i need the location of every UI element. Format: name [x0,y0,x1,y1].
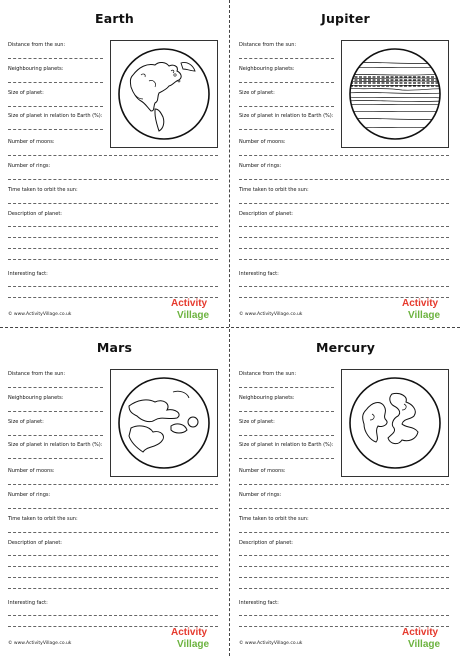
orbit-label: Time taken to orbit the sun: [239,516,309,522]
description-line[interactable] [8,577,218,578]
description-line[interactable] [239,566,449,567]
description-line[interactable] [239,577,449,578]
moons-line[interactable] [8,484,218,485]
description-line[interactable] [8,226,218,227]
mars-illustration [110,369,218,477]
orbit-line[interactable] [239,203,449,204]
moons-line[interactable] [239,155,449,156]
description-line[interactable] [8,566,218,567]
interesting-fact-label: Interesting fact: [239,600,279,606]
description-line[interactable] [8,237,218,238]
description-label: Description of planet: [239,540,293,546]
horizontal-cut-line [0,327,460,328]
website-credit: © www.ActivityVillage.co.uk [239,312,303,317]
activity-village-logo [169,624,213,650]
moons-line[interactable] [8,155,218,156]
rings-line[interactable] [239,508,449,509]
relative-size-line[interactable] [239,458,334,459]
planet-title: Earth [94,11,134,26]
description-line[interactable] [239,588,449,589]
size-label: Size of planet: [239,419,275,425]
relative-size-line[interactable] [239,129,334,130]
neighbours-label: Neighbouring planets: [8,395,64,401]
moons-line[interactable] [239,484,449,485]
svg-text:Activity: Activity [171,298,208,309]
activity-village-logo [400,295,444,321]
interesting-fact-line[interactable] [239,286,449,287]
description-label: Description of planet: [239,211,293,217]
relative-size-label: Size of planet in relation to Earth (%): [8,113,103,119]
description-line[interactable] [239,237,449,238]
description-label: Description of planet: [8,211,62,217]
size-line[interactable] [8,435,103,436]
rings-line[interactable] [239,179,449,180]
rings-line[interactable] [8,179,218,180]
rings-label: Number of rings: [239,163,282,169]
interesting-fact-line[interactable] [8,615,218,616]
orbit-line[interactable] [8,203,218,204]
neighbours-line[interactable] [8,82,103,83]
orbit-label: Time taken to orbit the sun: [8,516,78,522]
orbit-label: Time taken to orbit the sun: [8,187,78,193]
description-line[interactable] [8,259,218,260]
neighbours-line[interactable] [239,82,334,83]
rings-line[interactable] [8,508,218,509]
rings-label: Number of rings: [239,492,282,498]
neighbours-label: Neighbouring planets: [239,395,295,401]
svg-text:Activity: Activity [171,627,208,638]
size-label: Size of planet: [8,90,44,96]
description-line[interactable] [239,259,449,260]
size-line[interactable] [239,435,334,436]
relative-size-line[interactable] [8,129,103,130]
svg-text:Village: Village [408,310,441,321]
planet-card-earth [0,0,229,327]
planet-card-jupiter [231,0,460,327]
description-line[interactable] [239,226,449,227]
description-line[interactable] [8,588,218,589]
distance-label: Distance from the sun: [239,42,297,48]
orbit-line[interactable] [8,532,218,533]
jupiter-illustration [341,40,449,148]
svg-text:Village: Village [408,639,441,650]
orbit-line[interactable] [239,532,449,533]
size-line[interactable] [239,106,334,107]
svg-text:Village: Village [177,310,210,321]
relative-size-label: Size of planet in relation to Earth (%): [8,442,103,448]
planet-title: Mars [96,340,133,355]
interesting-fact-label: Interesting fact: [239,271,279,277]
distance-line[interactable] [239,387,334,388]
relative-size-label: Size of planet in relation to Earth (%): [239,442,334,448]
planet-title: Mercury [315,340,376,355]
distance-label: Distance from the sun: [8,42,66,48]
rings-label: Number of rings: [8,163,51,169]
moons-label: Number of moons: [8,139,55,145]
website-credit: © www.ActivityVillage.co.uk [8,641,72,646]
vertical-cut-line [229,0,230,656]
description-line[interactable] [239,555,449,556]
planet-card-mars [0,329,229,656]
mercury-illustration [341,369,449,477]
planet-card-mercury [231,329,460,656]
moons-label: Number of moons: [239,468,286,474]
interesting-fact-label: Interesting fact: [8,271,48,277]
distance-label: Distance from the sun: [8,371,66,377]
moons-label: Number of moons: [8,468,55,474]
interesting-fact-label: Interesting fact: [8,600,48,606]
interesting-fact-line[interactable] [8,286,218,287]
website-credit: © www.ActivityVillage.co.uk [8,312,72,317]
rings-label: Number of rings: [8,492,51,498]
svg-text:Village: Village [177,639,210,650]
neighbours-label: Neighbouring planets: [239,66,295,72]
neighbours-line[interactable] [239,411,334,412]
planet-title: Jupiter [321,11,370,26]
moons-label: Number of moons: [239,139,286,145]
size-line[interactable] [8,106,103,107]
neighbours-label: Neighbouring planets: [8,66,64,72]
distance-line[interactable] [8,58,103,59]
description-label: Description of planet: [8,540,62,546]
distance-label: Distance from the sun: [239,371,297,377]
relative-size-line[interactable] [8,458,103,459]
distance-line[interactable] [8,387,103,388]
description-line[interactable] [8,248,218,249]
svg-text:Activity: Activity [402,298,439,309]
relative-size-label: Size of planet in relation to Earth (%): [239,113,334,119]
size-label: Size of planet: [8,419,44,425]
activity-village-logo [400,624,444,650]
activity-village-logo [169,295,213,321]
earth-illustration [110,40,218,148]
size-label: Size of planet: [239,90,275,96]
neighbours-line[interactable] [8,411,103,412]
interesting-fact-line[interactable] [239,615,449,616]
description-line[interactable] [239,248,449,249]
website-credit: © www.ActivityVillage.co.uk [239,641,303,646]
distance-line[interactable] [239,58,334,59]
svg-text:Activity: Activity [402,627,439,638]
orbit-label: Time taken to orbit the sun: [239,187,309,193]
description-line[interactable] [8,555,218,556]
